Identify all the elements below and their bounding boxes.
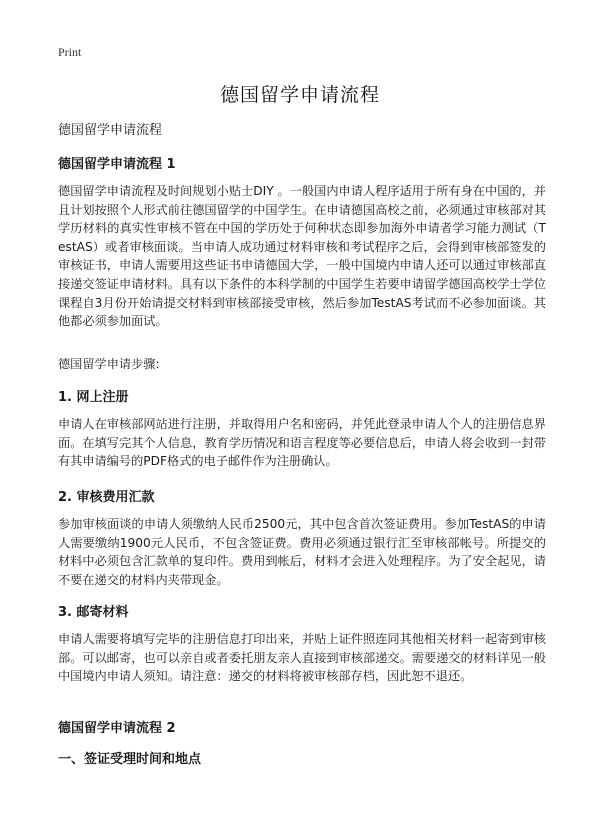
section1-intro-paragraph: 德国留学申请流程及时间规划小贴士DIY 。一般国内申请人程序适用于所有身在中国的，并且计划按照个人形式前往德国留学的中国学生。在申请德国高校之前，必须通过审核部对其学历材料的真实性审核不管在中国的学历处于何种状态即参加海外申请者学习能力测试（TestAS）或者审核面谈。当申请人成功通过材料审核和考试程序之后，会得到审核部签发的审核证书，申请人需要用这些证书申请德国大学，一般中国境内申请人还可以通过审核部直接递交签证申请材料。具有以下条件的本科学制的中国学生若要申请留学德国高校学士学位课程自3月份开始请提交材料到审核部接受审核，然后参加TestAS考试而不必参加面谈。其他都必须参加面试。 <box>58 184 546 329</box>
step1-heading: 1. 网上注册 <box>58 390 129 405</box>
section1-heading: 德国留学申请流程 1 <box>58 157 176 172</box>
step3-paragraph: 申请人需要将填写完毕的注册信息打印出来，并贴上证件照连同其他相关材料一起寄到审核部。可以邮寄，也可以亲自或者委托朋友亲人直接到审核部递交。需要递交的材料详见一般中国境内申请人须知。请注意：递交的材料将被审核部存档，因此恕不退还。 <box>58 632 546 684</box>
step1-paragraph: 申请人在审核部网站进行注册，并取得用户名和密码，并凭此登录申请人个人的注册信息界面。在填写完其个人信息，教育学历情况和语言程度等必要信息后，申请人将会收到一封带有其申请编号的PDF格式的电子邮件作为注册确认。 <box>58 417 546 469</box>
step2-paragraph: 参加审核面谈的申请人须缴纳人民币2500元，其中包含首次签证费用。参加TestAS的申请人需要缴纳1900元人民币，不包含签证费。费用必须通过银行汇至审核部帐号。所提交的材料中必须包含汇款单的复印件。费用到帐后，材料才会进入处理程序。为了安全起见，请不要在递交的材料内夹带现金。 <box>58 517 546 587</box>
section2-heading: 德国留学申请流程 2 <box>58 721 176 736</box>
document-title: 德国留学申请流程 <box>219 84 380 106</box>
print-label[interactable]: Print <box>58 45 82 59</box>
document-subtitle: 德国留学申请流程 <box>58 123 163 138</box>
step3-heading: 3. 邮寄材料 <box>58 605 129 620</box>
steps-intro: 德国留学申请步骤: <box>58 357 160 371</box>
section2-subheading: 一、签证受理时间和地点 <box>58 752 202 767</box>
step2-heading: 2. 审核费用汇款 <box>58 490 155 505</box>
